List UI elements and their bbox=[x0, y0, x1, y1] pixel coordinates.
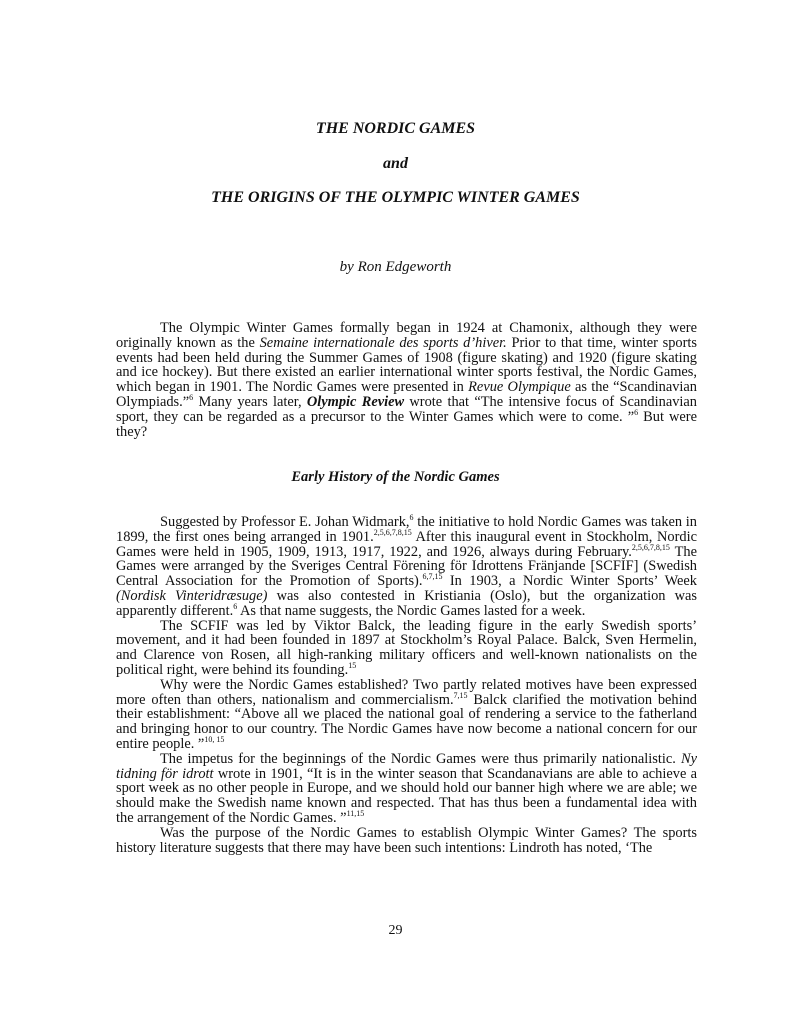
paragraph: Why were the Nordic Games established? Two partly related motives have been expressed more often than others, nationalism and commercialism.$^{7,15}$ Balck clarified the motivation behind their establishment: “Above all we placed the national goal of rendering a service to the fatherland and bringing honor to our country. The Nordic Games have now become a national concern for our entire people. ”$^{10, 15}$ bbox=[116, 676, 698, 752]
section-heading: Early History of the Nordic Games bbox=[291, 469, 500, 485]
title-line-2: and bbox=[383, 155, 408, 172]
paragraph: Was the purpose of the Nordic Games to establish Olympic Winter Games? The sports history literature suggests that there may have been such intentions: Lindroth has noted, ‘The bbox=[116, 824, 697, 856]
footnote-ref: 6 bbox=[189, 392, 194, 402]
footnote-ref: 6 bbox=[233, 601, 238, 611]
footnote-ref: 2,5,6,7,8,15 bbox=[373, 527, 412, 537]
title-line-1: THE NORDIC GAMES bbox=[315, 120, 476, 137]
footnote-ref: 10, 15 bbox=[204, 734, 225, 744]
italic-text: (Nordisk Vinteridræsuge) bbox=[116, 587, 268, 604]
italic-text: Semaine internationale des sports d’hiver. bbox=[259, 334, 507, 351]
italic-bold-text: Olympic Review bbox=[306, 393, 405, 410]
title-line-3: THE ORIGINS OF THE OLYMPIC WINTER GAMES bbox=[211, 189, 580, 206]
page-number: 29 bbox=[388, 923, 403, 938]
paragraph: The impetus for the beginnings of the Nordic Games were thus primarily nationalistic. Ny tidning för idrott wrote in 1901, “It is in the winter season that Scandanavians are able to achieve a sport week as no other people in Europe, and we should hold our banner high where we are able; we should make the Swedish name known and respected. That has thus been a fundamental idea with the arrangement of the Nordic Games. ”$^{11,15}$ bbox=[116, 750, 697, 826]
footnote-ref: 6,7,15 bbox=[422, 572, 443, 582]
author-byline: by Ron Edgeworth bbox=[339, 259, 452, 275]
footnote-ref: 6 bbox=[409, 513, 414, 522]
paragraph: The SCFIF was led by Viktor Balck, the leading figure in the early Swedish sports’ movement, and it had been founded in 1897 at Stockholm’s Royal Palace. Balck, Sven Hermelin, and Clarence von Rosen, all high-ranking military officers and well-known nationalists on the political right, were behind its founding.$^{15}$ bbox=[116, 617, 697, 678]
italic-text: Revue Olympique bbox=[468, 379, 571, 396]
footnote-ref: 15 bbox=[348, 660, 357, 670]
footnote-ref: 11,15 bbox=[346, 808, 365, 818]
footnote-ref: 6 bbox=[634, 407, 639, 417]
intro-section bbox=[116, 321, 697, 439]
footnote-ref: 2,5,6,7,8,15 bbox=[631, 542, 670, 552]
intro-paragraph: The Olympic Winter Games formally began in 1924 at Chamonix, although they were originally known as the Semaine internationale des sports d’hiver. Prior to that time, winter sports events had been held during the Summer Games of 1908 (figure skating) and 1920 (figure skating and ice hockey). But there existed an earlier international winter sports festival, the Nordic Games, which began in 1901. The Nordic Games were presented in Revue Olympique as the “Scandinavian Olympiads.”$^6$ Many years later, Olympic Review wrote that “The intensive focus of Scandinavian sport, they can be regarded as a precursor to the Winter Games which were to come. ”$^6$ But were they? bbox=[116, 320, 697, 440]
footnote-ref: 7,15 bbox=[453, 690, 468, 700]
section-body bbox=[116, 515, 697, 855]
italic-text: Ny tidning för idrott bbox=[116, 750, 697, 782]
paragraph: Suggested by Professor E. Johan Widmark,$^6$ the initiative to hold Nordic Games was taken in 1899, the first ones being arranged in 1901.$^{2,5,6,7,8,15}$ After this inaugural event in Stockholm, Nordic Games were held in 1905, 1909, 1913, 1917, 1922, and 1926, always during February.$^{2,5,6,7,8,15}$ The Games were arranged by the Sveriges Central Förening för Idrottens Fränjande [SCFIF] (Swedish Central Association for the Promotion of Sports).$^{6,7,15}$ In 1903, a Nordic Winter Sports’ Week (Nordisk Vinteridræsuge) was also contested in Kristiania (Oslo), but the organization was apparently different.$^6$ As that name suggests, the Nordic Games lasted for a week. bbox=[116, 513, 697, 619]
